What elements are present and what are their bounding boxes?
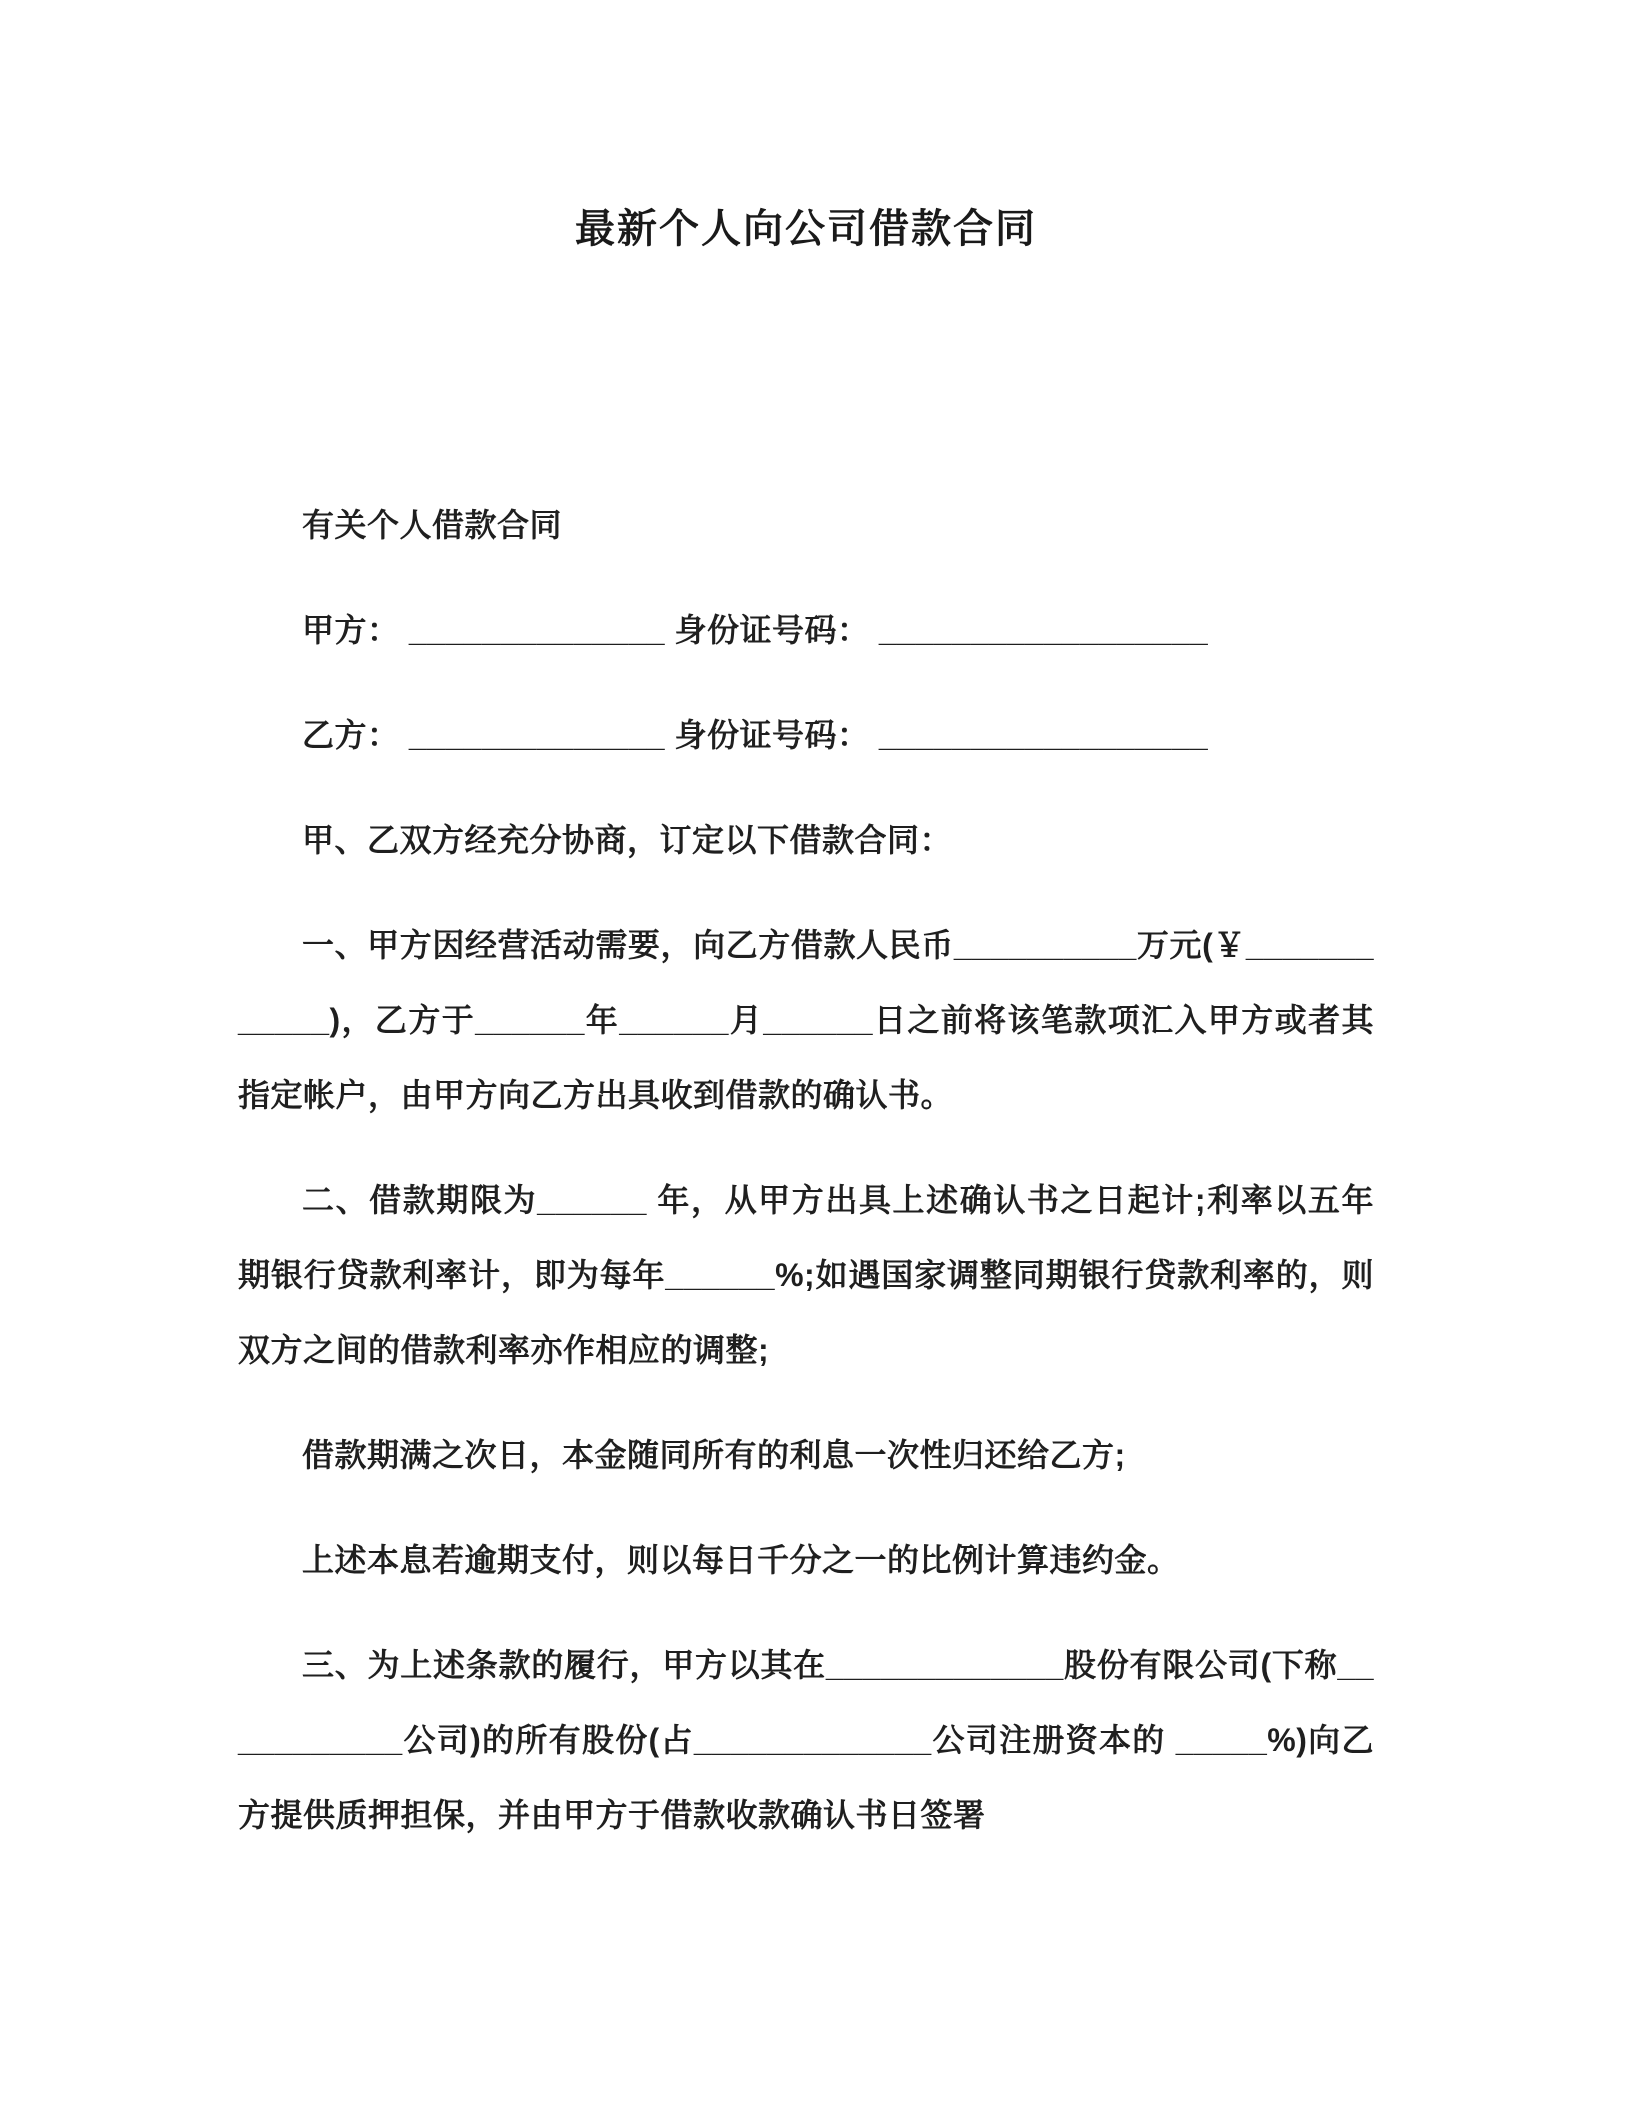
paragraph: 一、甲方因经营活动需要，向乙方借款人民币__________万元(￥____________)，乙方于______年______月______日之前将该笔款项汇入甲方或者其指定帐户，由甲方向乙方出具收到借款的确认书。 bbox=[238, 927, 1374, 1113]
paragraph: 有关个人借款合同 bbox=[302, 507, 563, 543]
paragraph: 甲、乙双方经充分协商，订定以下借款合同： bbox=[302, 822, 953, 858]
paragraph: 乙方： ______________ 身份证号码： __________________ bbox=[302, 717, 1209, 753]
paragraph: 借款期满之次日，本金随同所有的利息一次性归还给乙方; bbox=[302, 1437, 1126, 1473]
paragraph: 二、借款期限为______ 年，从甲方出具上述确认书之日起计;利率以五年期银行贷款利率计，即为每年______%;如遇国家调整同期银行贷款利率的，则双方之间的借款利率亦作相应的调整; bbox=[238, 1182, 1374, 1368]
paragraph: 甲方： ______________ 身份证号码： __________________ bbox=[302, 612, 1209, 648]
document-body bbox=[238, 488, 1374, 1853]
paragraph: 三、为上述条款的履行，甲方以其在_____________股份有限公司(下称___________公司)的所有股份(占_____________公司注册资本的 _____%)向乙方提供质押担保，并由甲方于借款收款确认书日签署 bbox=[238, 1647, 1374, 1833]
paragraph: 上述本息若逾期支付，则以每日千分之一的比例计算违约金。 bbox=[302, 1542, 1180, 1578]
document-title: 最新个人向公司借款合同 bbox=[575, 207, 1037, 251]
